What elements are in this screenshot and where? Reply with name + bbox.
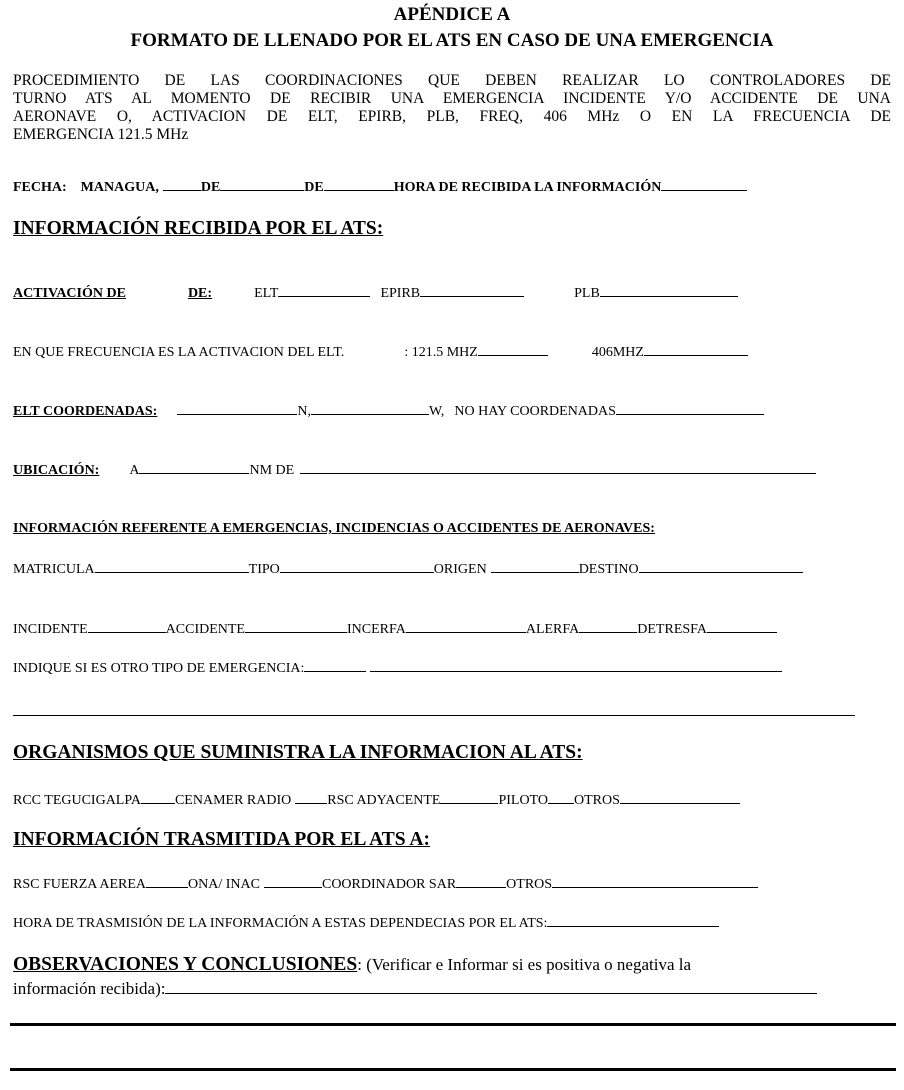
ubicacion-a-label: A xyxy=(129,463,140,478)
matricula-label: MATRICULA xyxy=(13,562,95,577)
ubicacion-nm-label: NM DE xyxy=(249,463,295,478)
fases-row xyxy=(13,620,777,638)
no-coordenadas-label: NO HAY COORDENADAS xyxy=(454,404,616,419)
ubicacion-label: UBICACIÓN: xyxy=(13,463,100,478)
rsc-fuerza-aerea-label: RSC FUERZA AEREA xyxy=(13,877,147,892)
hora-recibida-field[interactable] xyxy=(661,178,747,191)
elt-field[interactable] xyxy=(278,284,370,297)
fecha-month-field[interactable] xyxy=(220,178,304,191)
hora-trasmision-row xyxy=(13,914,719,932)
rsc-fuerza-aerea-field[interactable] xyxy=(146,875,188,888)
fecha-year-field[interactable] xyxy=(324,178,394,191)
rsc-adyacente-field[interactable] xyxy=(440,791,498,804)
fecha-label: FECHA: xyxy=(13,180,67,195)
observaciones-field[interactable] xyxy=(165,978,817,994)
intro-paragraph xyxy=(13,72,891,144)
no-coordenadas-field[interactable] xyxy=(616,402,764,415)
detresfa-field[interactable] xyxy=(707,620,777,633)
cenamer-label: CENAMER RADIO xyxy=(174,793,292,808)
rcc-field[interactable] xyxy=(141,791,175,804)
incidente-field[interactable] xyxy=(88,620,166,633)
coordinador-sar-field[interactable] xyxy=(456,875,506,888)
freq-121-label: : 121.5 MHZ xyxy=(404,345,478,360)
otros-tras-label: OTROS xyxy=(506,877,553,892)
activacion-label: ACTIVACIÓN DE DE: xyxy=(13,286,213,301)
hora-trasmision-label: HORA DE TRASMISIÓN DE LA INFORMACIÓN A ESTAS DEPENDECIAS POR EL ATS: xyxy=(13,916,548,931)
coordenadas-row xyxy=(13,402,764,420)
appendix-title: APÉNDICE A xyxy=(393,4,511,25)
form-title: FORMATO DE LLENADO POR EL ATS EN CASO DE UNA EMERGENCIA xyxy=(130,30,774,51)
coord-n-field[interactable] xyxy=(177,402,297,415)
otro-tipo-long-field[interactable] xyxy=(370,659,782,672)
ona-inac-field[interactable] xyxy=(264,875,322,888)
incerfa-field[interactable] xyxy=(406,620,526,633)
section-informacion-recibida: INFORMACIÓN RECIBIDA POR EL ATS: xyxy=(13,218,384,239)
section-organismos: ORGANISMOS QUE SUMINISTRA LA INFORMACION AL ATS: xyxy=(13,742,583,763)
accidente-field[interactable] xyxy=(245,620,347,633)
intro-line-1: PROCEDIMIENTO DE LAS COORDINACIONES QUE DEBEN REALIZAR LO CONTROLADORES DE xyxy=(13,72,891,89)
elt-label: ELT xyxy=(254,286,279,301)
observaciones-line-2 xyxy=(13,978,817,1000)
ona-inac-label: ONA/ INAC xyxy=(188,877,260,892)
otro-tipo-extra-line[interactable] xyxy=(13,715,855,716)
intro-line-3: AERONAVE O, ACTIVACION DE ELT, EPIRB, PLB, FREQ, 406 MHz O EN LA FRECUENCIA DE xyxy=(13,108,891,125)
fecha-city: MANAGUA, xyxy=(80,180,159,195)
observaciones-writing-line-2[interactable] xyxy=(10,1068,896,1071)
epirb-label: EPIRB xyxy=(380,286,421,301)
freq-406-field[interactable] xyxy=(644,343,748,356)
fecha-day-field[interactable] xyxy=(163,178,201,191)
matricula-field[interactable] xyxy=(95,560,249,573)
cenamer-field[interactable] xyxy=(295,791,327,804)
observaciones-line-1 xyxy=(13,954,691,976)
trasmitida-row xyxy=(13,875,758,893)
organismos-row xyxy=(13,791,740,809)
incerfa-label: INCERFA xyxy=(346,622,406,637)
observaciones-writing-line-1[interactable] xyxy=(10,1023,896,1026)
tipo-label: TIPO xyxy=(248,562,280,577)
section-informacion-trasmitida: INFORMACIÓN TRASMITIDA POR EL ATS A: xyxy=(13,829,430,850)
intro-line-2: TURNO ATS AL MOMENTO DE RECIBIR UNA EMERGENCIA INCIDENTE Y/O ACCIDENTE DE UNA xyxy=(13,90,891,107)
destino-label: DESTINO xyxy=(578,562,639,577)
frecuencia-question: EN QUE FRECUENCIA ES LA ACTIVACION DEL ELT. xyxy=(13,345,345,360)
plb-label: PLB xyxy=(574,286,600,301)
hora-trasmision-field[interactable] xyxy=(547,914,719,927)
piloto-label: PILOTO xyxy=(498,793,548,808)
observaciones-instruction: : (Verificar e Informar si es positiva o negativa la xyxy=(357,955,692,974)
rcc-label: RCC TEGUCIGALPA xyxy=(13,793,141,808)
destino-field[interactable] xyxy=(639,560,803,573)
intro-line-4: EMERGENCIA 121.5 MHz xyxy=(13,126,189,143)
coordenadas-label: ELT COORDENADAS: xyxy=(13,404,158,419)
freq-121-field[interactable] xyxy=(478,343,548,356)
rsc-adyacente-label: RSC ADYACENTE xyxy=(327,793,441,808)
hora-recibida-label: HORA DE RECIBIDA LA INFORMACIÓN xyxy=(393,180,662,195)
otro-tipo-row xyxy=(13,659,782,677)
freq-406-label: 406MHZ xyxy=(591,345,644,360)
fecha-de-2: DE xyxy=(304,180,324,195)
epirb-field[interactable] xyxy=(420,284,524,297)
plb-field[interactable] xyxy=(600,284,738,297)
alerfa-field[interactable] xyxy=(579,620,637,633)
referente-heading: INFORMACIÓN REFERENTE A EMERGENCIAS, INCIDENCIAS O ACCIDENTES DE AERONAVES: xyxy=(13,521,655,536)
fecha-row xyxy=(13,178,747,196)
incidente-label: INCIDENTE xyxy=(13,622,88,637)
otros-tras-field[interactable] xyxy=(552,875,758,888)
otros-org-label: OTROS xyxy=(573,793,620,808)
ubicacion-row xyxy=(13,461,816,479)
ubicacion-distance-field[interactable] xyxy=(139,461,249,474)
coordinador-sar-label: COORDINADOR SAR xyxy=(321,877,457,892)
tipo-field[interactable] xyxy=(280,560,434,573)
observaciones-label: OBSERVACIONES Y CONCLUSIONES xyxy=(13,954,358,975)
coord-n-label: N, xyxy=(297,404,311,419)
aeronave-row xyxy=(13,560,803,578)
frecuencia-row xyxy=(13,343,748,361)
piloto-field[interactable] xyxy=(548,791,574,804)
activacion-row xyxy=(13,284,738,302)
otros-org-field[interactable] xyxy=(620,791,740,804)
origen-field[interactable] xyxy=(491,560,579,573)
accidente-label: ACCIDENTE xyxy=(165,622,245,637)
alerfa-label: ALERFA xyxy=(525,622,580,637)
otro-tipo-label: INDIQUE SI ES OTRO TIPO DE EMERGENCIA: xyxy=(13,661,305,676)
coord-w-label: W, xyxy=(428,404,445,419)
ubicacion-place-field[interactable] xyxy=(300,461,816,474)
origen-label: ORIGEN xyxy=(433,562,487,577)
detresfa-label: DETRESFA xyxy=(637,622,708,637)
fecha-de-1: DE xyxy=(200,180,221,195)
observaciones-instruction-2: información recibida): xyxy=(13,979,166,998)
otro-tipo-short-field[interactable] xyxy=(304,659,366,672)
coord-w-field[interactable] xyxy=(311,402,429,415)
